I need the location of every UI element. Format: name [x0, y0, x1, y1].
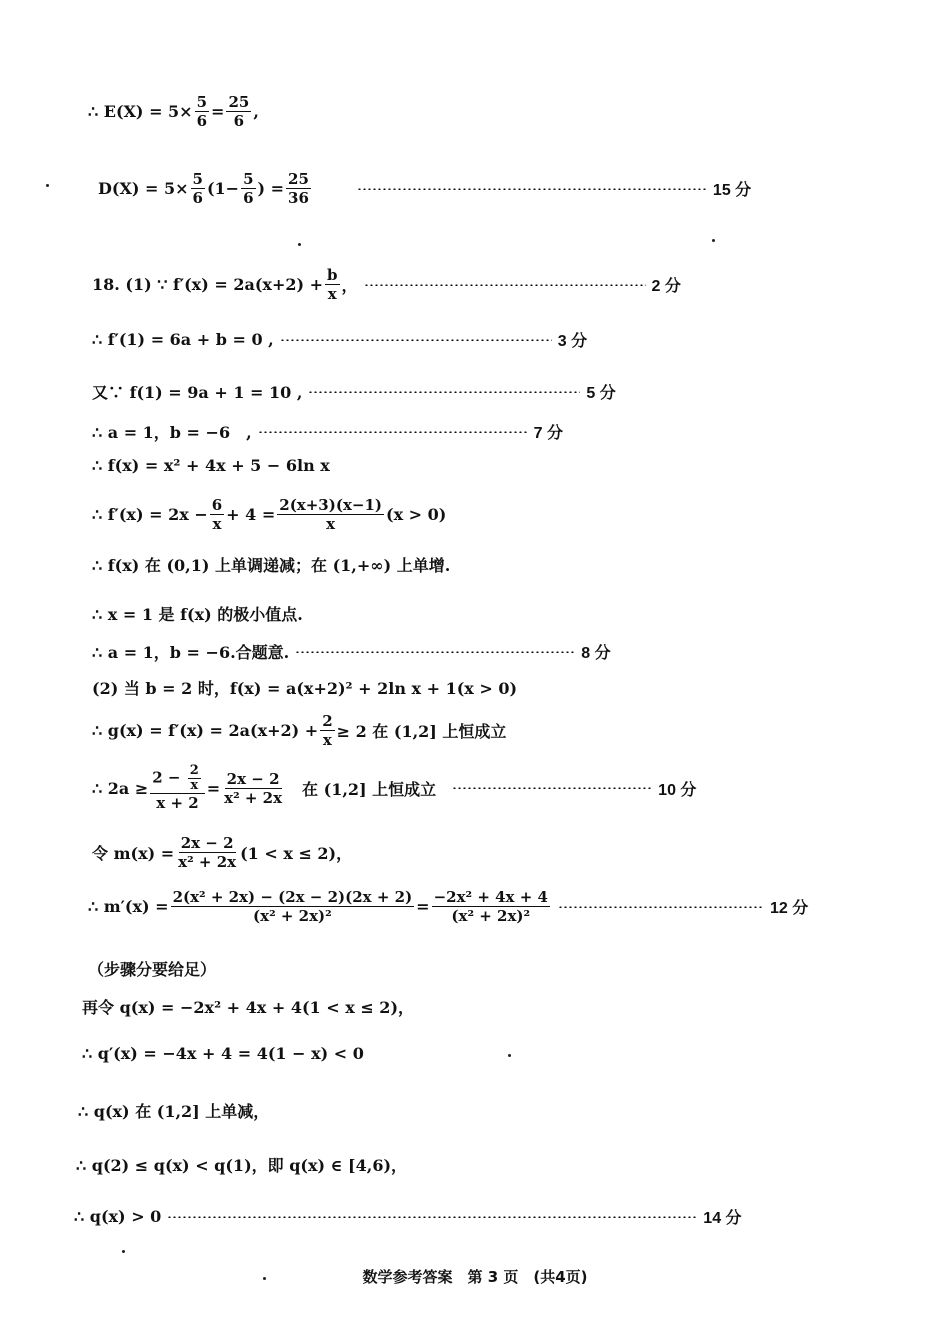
- derivative-at-1-line: ∴ f′(1) = 6a + b = 0 , 3 分: [92, 330, 588, 350]
- q-derivative-line: ∴ q′(x) = −4x + 4 = 4(1 − x) < 0: [82, 1044, 364, 1063]
- dot-leader: [308, 391, 580, 393]
- scan-speck: [122, 1250, 125, 1253]
- dot-leader: [452, 787, 652, 789]
- dot-leader: [364, 284, 646, 286]
- m-function-line: 令 m(x) = $\frac{2x - 2}{\text{x² + 2x}}$ (1 < x ≤ 2)，: [92, 834, 353, 871]
- monotonicity-line: ∴ f(x) 在 (0,1) 上单调递减；在 (1,+∞) 上单增.: [92, 556, 451, 575]
- score-label: 8 分: [581, 645, 611, 662]
- scan-speck: [508, 1054, 511, 1057]
- score-label: 14 分: [703, 1210, 742, 1227]
- scan-speck: [712, 239, 715, 242]
- scan-speck: [298, 243, 301, 246]
- dot-leader: [258, 431, 528, 433]
- variance-lead: D(X) = 5×: [98, 179, 189, 198]
- part2-line: (2) 当 b = 2 时，f(x) = a(x+2)² + 2ln x + 1(x > 0): [92, 679, 518, 698]
- fraction: $\frac{2(x+3)(x-1)}{x}$: [279, 496, 382, 533]
- derivative-line: ∴ f′(x) = 2x − $\frac{6}{x}$ + 4 = $\frac{2(x+3)(x-1)}{x}$ (x > 0): [92, 496, 447, 533]
- value-at-1-line: 又∵ f(1) = 9a + 1 = 10 , 5 分: [92, 380, 616, 403]
- fraction: $\frac{\text{−2x² + 4x + 4}}{\text{(x² + 2x)²}}$: [433, 888, 548, 925]
- q-positive-line: ∴ q(x) > 0 14 分: [74, 1207, 742, 1227]
- fraction: $\frac{5}{6}$: [243, 170, 254, 207]
- fraction: $\frac{6}{x}$: [211, 496, 223, 533]
- scan-speck: [263, 1277, 266, 1280]
- minimum-point-line: ∴ x = 1 是 f(x) 的极小值点.: [92, 605, 303, 624]
- score-label: 5 分: [586, 385, 616, 402]
- fraction: $\frac{25}{6}$: [228, 93, 250, 130]
- compound-fraction: 2 − $\frac{2}{x}$ x + 2: [150, 764, 205, 812]
- score-label: 3 分: [557, 333, 588, 350]
- problem-18-part1-line: 18. (1) ∵ f′(x) = 2a(x+2) + $\frac{b}{x}$ ， 2 分: [92, 266, 681, 303]
- step-note-line: （步骤分要给足）: [88, 960, 217, 979]
- dot-leader: [280, 339, 552, 341]
- fraction: $\frac{5}{6}$: [192, 170, 203, 207]
- inequality-2a-line: ∴ 2a ≥ 2 − $\frac{2}{x}$ x + 2 = $\frac{2x - 2}{\text{x² + 2x}}$ 在 (1,2] 上恒成立 10 分: [92, 763, 697, 812]
- score-label: 15 分: [712, 182, 752, 199]
- fraction: $\frac{5}{6}$: [196, 93, 208, 130]
- fraction: $\frac{2}{x}$: [189, 763, 199, 793]
- dot-leader: [357, 188, 707, 190]
- variance-line: D(X) = 5× $\frac{5}{6}$ (1− $\frac{5}{6}$ ) = $\frac{25}{36}$ 15 分: [98, 170, 752, 207]
- solution-ab-line: ∴ a = 1，b = −6 , 7 分: [92, 420, 563, 443]
- function-line: ∴ f(x) = x² + 4x + 5 − 6ln x: [92, 456, 330, 475]
- fraction: $\frac{2x - 2}{\text{x² + 2x}}$: [224, 769, 283, 807]
- dot-leader: [295, 651, 575, 653]
- g-function-line: ∴ g(x) = f′(x) = 2a(x+2) + $\frac{2}{x}$ ≥ 2 在 (1,2] 上恒成立: [92, 712, 507, 749]
- expectation-line: ∴ E(X) = 5× $\frac{5}{6}$ = $\frac{25}{6}$ ,: [88, 93, 259, 130]
- expectation-lead: ∴ E(X) = 5×: [88, 102, 193, 121]
- dot-leader: [558, 906, 764, 908]
- q-decreasing-line: ∴ q(x) 在 (1,2] 上单减，: [78, 1102, 270, 1121]
- score-label: 12 分: [769, 900, 809, 917]
- score-label: 10 分: [658, 781, 697, 799]
- score-label: 7 分: [533, 425, 564, 442]
- page-footer: 数学参考答案 第 3 页 (共4页): [362, 1268, 588, 1286]
- fraction: $\frac{25}{36}$: [288, 170, 309, 207]
- fraction: $\frac{2x - 2}{\text{x² + 2x}}$: [178, 834, 237, 871]
- fraction: $\frac{2}{x}$: [322, 712, 333, 749]
- fraction: $\frac{\text{2(x² + 2x) − (2x − 2)(2x + 2)}}{\text{(x² + 2x)²}}$: [172, 888, 413, 925]
- score-label: 2 分: [651, 278, 681, 295]
- m-derivative-line: ∴ m′(x) = $\frac{\text{2(x² + 2x) − (2x − 2)(2x + 2)}}{\text{(x² + 2x)²}}$ = $\frac{\text{−2x² + 4x + 4}}{\text{(x² + 2x)²}}$ 12 分: [88, 888, 809, 925]
- fraction: $\frac{b}{x}$: [327, 266, 338, 303]
- scan-speck: [46, 184, 49, 187]
- q-range-line: ∴ q(2) ≤ q(x) < q(1)，即 q(x) ∈ [4,6)，: [76, 1156, 408, 1175]
- conclusion-ab-line: ∴ a = 1，b = −6.合题意. 8 分: [92, 640, 611, 663]
- dot-leader: [167, 1216, 697, 1218]
- q-function-line: 再令 q(x) = −2x² + 4x + 4(1 < x ≤ 2)，: [82, 998, 415, 1017]
